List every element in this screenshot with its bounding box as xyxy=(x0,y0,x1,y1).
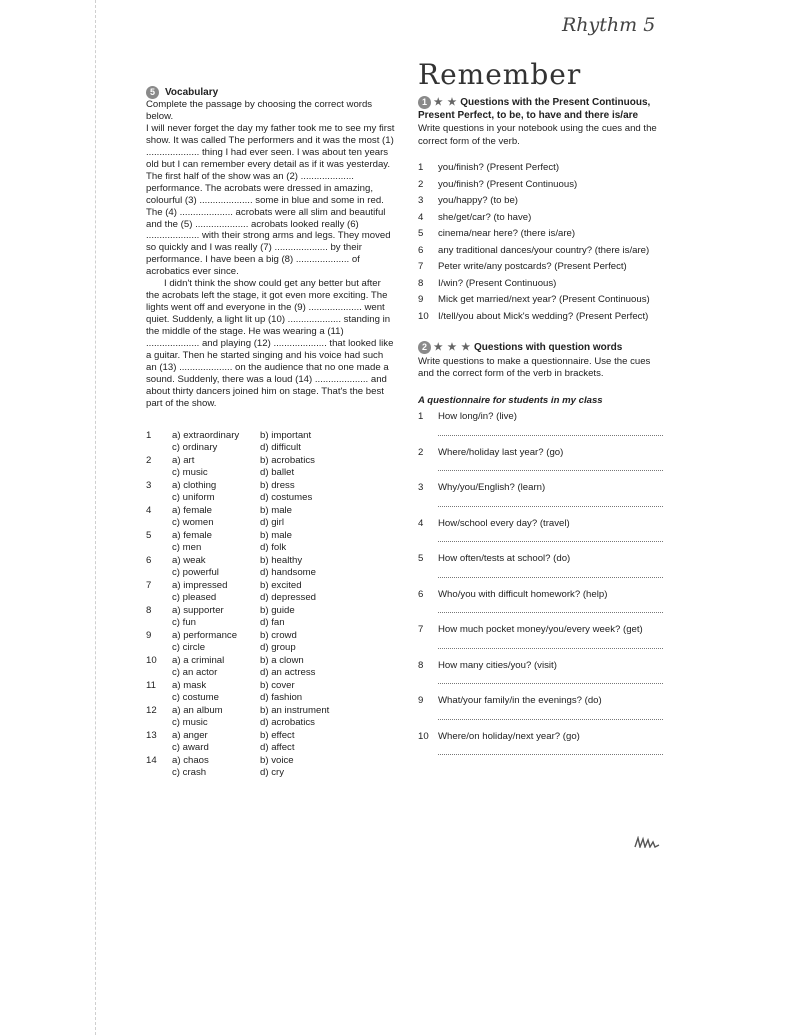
option-b: b) voice xyxy=(260,754,294,766)
item-text: you/finish? (Present Continuous) xyxy=(438,178,578,190)
option-d: d) difficult xyxy=(260,442,301,454)
item-number: 6 xyxy=(418,244,424,256)
option-c: c) an actor xyxy=(172,667,218,679)
option-number: 14 xyxy=(146,754,157,766)
list-item xyxy=(418,482,663,507)
option-b: b) cover xyxy=(260,679,295,691)
option-spacer xyxy=(146,492,172,505)
option-d: d) depressed xyxy=(260,592,316,604)
option-row xyxy=(146,617,396,630)
answer-line[interactable] xyxy=(438,672,663,684)
option-row xyxy=(146,530,396,543)
answer-line[interactable] xyxy=(438,601,663,613)
option-row xyxy=(146,755,396,768)
option-c: c) powerful xyxy=(172,567,219,579)
list-item xyxy=(418,212,663,225)
answer-line[interactable] xyxy=(438,424,663,436)
option-number: 1 xyxy=(146,429,152,441)
option-d: d) costumes xyxy=(260,492,313,504)
option-a: a) female xyxy=(172,529,212,541)
option-d: d) fashion xyxy=(260,692,303,704)
exercise-1-list xyxy=(418,162,663,323)
option-number: 3 xyxy=(146,479,152,491)
item-text: Mick get married/next year? (Present Continuous) xyxy=(438,294,650,305)
item-number: 1 xyxy=(418,411,424,422)
item-number: 5 xyxy=(418,553,424,564)
corner-mark-icon xyxy=(634,836,660,848)
answer-line[interactable] xyxy=(438,530,663,542)
exercise-number-badge: 5 xyxy=(146,86,159,99)
exercise-1-instructions: Write questions in your notebook using the cues and the correct form of the verb. xyxy=(418,123,657,147)
list-item xyxy=(418,162,663,175)
list-item xyxy=(418,731,663,756)
vocabulary-instructions: Complete the passage by choosing the correct words below. xyxy=(146,99,373,122)
option-spacer xyxy=(146,567,172,580)
passage-paragraph-1: I will never forget the day my father took me to see my first show. It was called The performers and it was the most (1) .................... thing I had ever seen. I was about ten years old but I can remember every detail as if it was yesterday. The first half of the show was an (2) .................... performance. The acrobats were dressed in amazing, colourful (3) .................... some in blue and some in red. The (4) .................... acrobats were all slim and beautiful and the (5) .................... acrobats looked really (6) .................... with their strong arms and legs. They moved so quickly and I was really (7) .................... by their performance. I have been a big (8) .................... of acrobatics ever since. xyxy=(146,122,395,278)
exercise-1-heading xyxy=(418,96,663,122)
option-a: a) female xyxy=(172,504,212,516)
option-number: 7 xyxy=(146,579,152,591)
difficulty-stars: ★ ★ ★ xyxy=(433,342,472,353)
exercise-number-badge: 2 xyxy=(418,341,431,354)
option-a: a) clothing xyxy=(172,479,217,491)
option-row xyxy=(146,730,396,743)
item-number: 2 xyxy=(418,178,424,190)
vocabulary-options xyxy=(146,430,396,780)
option-row xyxy=(146,705,396,718)
option-c: c) women xyxy=(172,517,214,529)
item-number: 5 xyxy=(418,228,424,239)
option-d: d) affect xyxy=(260,742,295,754)
option-spacer xyxy=(146,442,172,455)
item-text: I/tell/you about Mick's wedding? (Present Perfect) xyxy=(438,310,649,322)
question-cue xyxy=(418,518,663,531)
margin-line xyxy=(95,0,97,1035)
option-spacer xyxy=(146,542,172,555)
option-row xyxy=(146,492,396,505)
option-d: d) ballet xyxy=(260,467,295,479)
option-row xyxy=(146,692,396,705)
option-a: a) chaos xyxy=(172,754,209,766)
option-d: d) folk xyxy=(260,542,287,554)
item-number: 9 xyxy=(418,294,424,305)
option-spacer xyxy=(146,617,172,630)
option-spacer xyxy=(146,517,172,530)
option-row xyxy=(146,467,396,480)
option-d: d) fan xyxy=(260,617,285,629)
option-b: b) important xyxy=(260,429,312,441)
option-b: b) dress xyxy=(260,479,295,491)
option-c: c) award xyxy=(172,742,209,754)
list-item xyxy=(418,518,663,543)
answer-line[interactable] xyxy=(438,495,663,507)
option-b: b) guide xyxy=(260,604,295,616)
option-d: d) an actress xyxy=(260,667,316,679)
item-text: any traditional dances/your country? (there is/are) xyxy=(438,244,650,256)
item-text: she/get/car? (to have) xyxy=(438,211,532,223)
list-item xyxy=(418,447,663,472)
item-text: Where/on holiday/next year? (go) xyxy=(438,730,580,742)
question-cue xyxy=(418,553,663,566)
remember-section xyxy=(418,96,663,766)
option-spacer xyxy=(146,642,172,655)
item-number: 10 xyxy=(418,310,429,322)
list-item xyxy=(418,278,663,291)
option-row xyxy=(146,642,396,655)
option-c: c) circle xyxy=(172,642,206,654)
item-text: How long/in? (live) xyxy=(438,411,517,422)
option-c: c) men xyxy=(172,542,202,554)
exercise-2-heading xyxy=(418,341,663,355)
option-spacer xyxy=(146,592,172,605)
difficulty-stars: ★ ★ xyxy=(433,97,458,108)
option-row xyxy=(146,555,396,568)
item-text: How much pocket money/you/every week? (get) xyxy=(438,624,643,635)
option-a: a) an album xyxy=(172,704,223,716)
option-row xyxy=(146,567,396,580)
item-number: 9 xyxy=(418,695,424,706)
passage-paragraph-2: I didn't think the show could get any better but after the acrobats left the stage, it got even more exciting. The lights went off and everyone in the (9) .................... went quiet. Suddenly, a light lit up (10) .................... standing in the middle of the stage. He was wearing a (11) .................... and playing (12) .................... that looked like a guitar. Then he started singing and his voice had such an (13) .................... on the audience that no one made a sound. Suddenly, there was a loud (14) .................... and about thirty dancers joined him on stage. That's the best part of the show. xyxy=(146,278,394,409)
question-cue xyxy=(418,589,663,602)
item-text: How many cities/you? (visit) xyxy=(438,659,557,671)
answer-line[interactable] xyxy=(438,637,663,649)
exercise-2-list xyxy=(418,411,663,755)
exercise-1-title: Questions with the Present Continuous, Present Perfect, to be, to have and there is/are xyxy=(418,97,651,121)
item-number: 4 xyxy=(418,211,424,223)
option-spacer xyxy=(146,717,172,730)
option-a: a) performance xyxy=(172,629,238,641)
item-number: 8 xyxy=(418,659,424,671)
question-cue xyxy=(418,731,663,744)
option-spacer xyxy=(146,692,172,705)
option-row xyxy=(146,580,396,593)
option-number: 6 xyxy=(146,554,152,566)
item-number: 10 xyxy=(418,730,429,742)
option-row xyxy=(146,742,396,755)
option-b: b) excited xyxy=(260,579,302,591)
item-number: 1 xyxy=(418,162,424,173)
option-b: b) effect xyxy=(260,729,295,741)
option-spacer xyxy=(146,767,172,780)
list-item xyxy=(418,195,663,208)
exercise-2-instructions: Write questions to make a questionnaire. Use the cues and the correct form of the verb in brackets. xyxy=(418,355,651,379)
option-c: c) uniform xyxy=(172,492,215,504)
item-text: How often/tests at school? (do) xyxy=(438,553,571,564)
remember-title: Remember xyxy=(418,58,582,91)
page-header: Rhythm 5 xyxy=(562,14,656,36)
question-cue xyxy=(418,411,663,424)
item-text: cinema/near here? (there is/are) xyxy=(438,228,576,239)
item-number: 2 xyxy=(418,446,424,458)
option-row xyxy=(146,592,396,605)
option-spacer xyxy=(146,467,172,480)
option-a: a) supporter xyxy=(172,604,224,616)
option-c: c) music xyxy=(172,467,208,479)
item-text: you/finish? (Present Perfect) xyxy=(438,162,560,173)
item-text: I/win? (Present Continuous) xyxy=(438,277,557,289)
list-item xyxy=(418,411,663,436)
question-cue xyxy=(418,624,663,637)
option-c: c) music xyxy=(172,717,208,729)
option-number: 13 xyxy=(146,729,157,741)
option-number: 8 xyxy=(146,604,152,616)
question-cue xyxy=(418,695,663,708)
option-row xyxy=(146,655,396,668)
item-text: Where/holiday last year? (go) xyxy=(438,446,564,458)
item-text: What/your family/in the evenings? (do) xyxy=(438,695,602,706)
list-item xyxy=(418,261,663,274)
question-cue xyxy=(418,660,663,673)
vocabulary-section xyxy=(146,86,396,780)
option-row xyxy=(146,667,396,680)
vocabulary-passage xyxy=(146,123,396,410)
questionnaire-subtitle: A questionnaire for students in my class xyxy=(418,394,603,406)
option-row xyxy=(146,517,396,530)
item-text: Who/you with difficult homework? (help) xyxy=(438,588,608,600)
option-b: b) male xyxy=(260,529,292,541)
option-a: a) extraordinary xyxy=(172,429,240,441)
option-row xyxy=(146,717,396,730)
option-b: b) acrobatics xyxy=(260,454,315,466)
option-row xyxy=(146,505,396,518)
item-number: 7 xyxy=(418,624,424,635)
answer-line[interactable] xyxy=(438,459,663,471)
option-c: c) costume xyxy=(172,692,219,704)
list-item xyxy=(418,589,663,614)
item-text: Peter write/any postcards? (Present Perfect) xyxy=(438,261,627,272)
list-item xyxy=(418,245,663,258)
option-row xyxy=(146,680,396,693)
exercise-number-badge: 1 xyxy=(418,96,431,109)
option-c: c) ordinary xyxy=(172,442,218,454)
option-b: b) an instrument xyxy=(260,704,330,716)
option-row xyxy=(146,442,396,455)
option-number: 2 xyxy=(146,454,152,466)
option-b: b) a clown xyxy=(260,654,304,666)
option-number: 10 xyxy=(146,654,157,666)
option-a: a) art xyxy=(172,454,195,466)
item-number: 8 xyxy=(418,277,424,289)
option-row xyxy=(146,430,396,443)
list-item xyxy=(418,311,663,324)
item-number: 3 xyxy=(418,195,424,206)
list-item xyxy=(418,660,663,685)
list-item xyxy=(418,553,663,578)
option-a: a) a criminal xyxy=(172,654,225,666)
option-d: d) cry xyxy=(260,767,284,779)
option-b: b) crowd xyxy=(260,629,297,641)
option-d: d) group xyxy=(260,642,296,654)
list-item xyxy=(418,228,663,241)
item-number: 3 xyxy=(418,482,424,493)
answer-line[interactable] xyxy=(438,743,663,755)
option-d: d) girl xyxy=(260,517,284,529)
option-a: a) anger xyxy=(172,729,208,741)
list-item xyxy=(418,624,663,649)
question-cue xyxy=(418,482,663,495)
option-row xyxy=(146,542,396,555)
option-c: c) fun xyxy=(172,617,196,629)
option-b: b) healthy xyxy=(260,554,303,566)
answer-line[interactable] xyxy=(438,566,663,578)
option-b: b) male xyxy=(260,504,292,516)
question-cue xyxy=(418,447,663,460)
item-number: 7 xyxy=(418,261,424,272)
option-d: d) handsome xyxy=(260,567,316,579)
answer-line[interactable] xyxy=(438,708,663,720)
item-number: 4 xyxy=(418,517,424,529)
option-row xyxy=(146,767,396,780)
option-row xyxy=(146,605,396,618)
option-spacer xyxy=(146,667,172,680)
option-number: 4 xyxy=(146,504,152,516)
option-number: 9 xyxy=(146,629,152,641)
option-row xyxy=(146,480,396,493)
list-item xyxy=(418,294,663,307)
list-item xyxy=(418,179,663,192)
item-text: Why/you/English? (learn) xyxy=(438,482,546,493)
option-a: a) weak xyxy=(172,554,206,566)
item-text: you/happy? (to be) xyxy=(438,195,519,206)
vocabulary-title: Vocabulary xyxy=(165,86,219,98)
option-number: 5 xyxy=(146,529,152,541)
option-number: 12 xyxy=(146,704,157,716)
option-d: d) acrobatics xyxy=(260,717,315,729)
option-row xyxy=(146,630,396,643)
option-c: c) pleased xyxy=(172,592,217,604)
option-row xyxy=(146,455,396,468)
option-spacer xyxy=(146,742,172,755)
item-text: How/school every day? (travel) xyxy=(438,517,570,529)
item-number: 6 xyxy=(418,588,424,600)
list-item xyxy=(418,695,663,720)
option-number: 11 xyxy=(146,679,156,691)
option-c: c) crash xyxy=(172,767,207,779)
vocabulary-heading xyxy=(146,86,396,99)
exercise-2-title: Questions with question words xyxy=(474,342,623,353)
option-a: a) mask xyxy=(172,679,207,691)
option-a: a) impressed xyxy=(172,579,228,591)
